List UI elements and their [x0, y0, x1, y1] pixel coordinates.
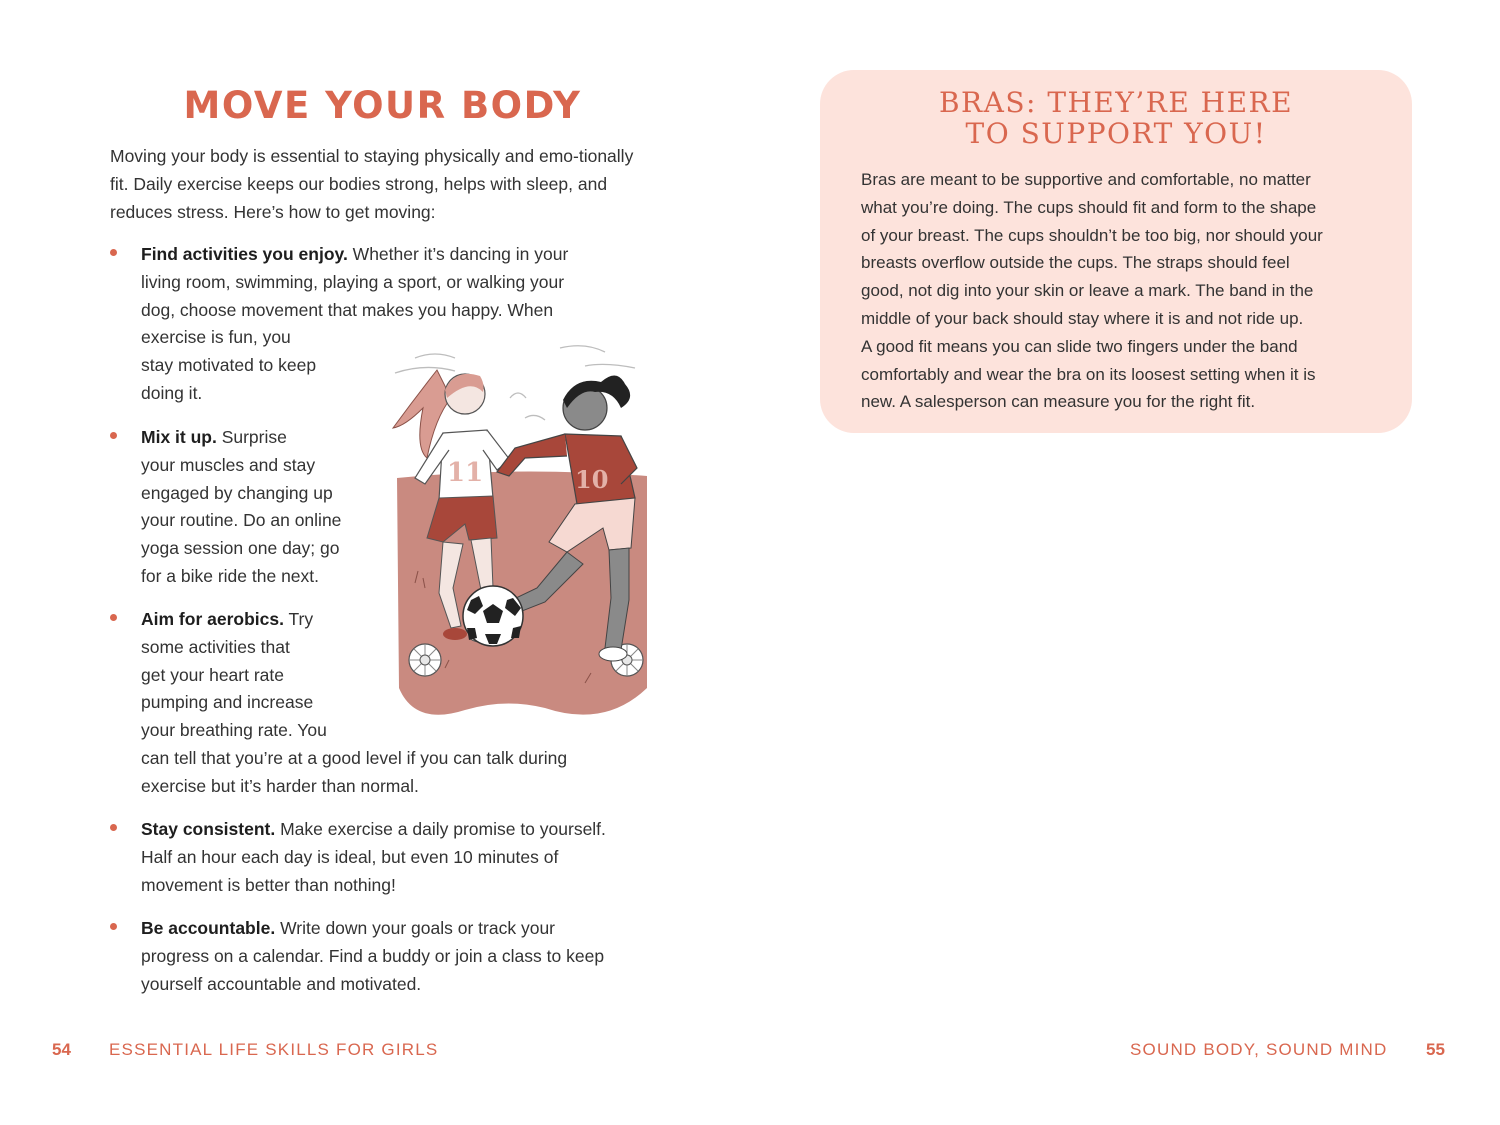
right-page — [750, 0, 1500, 1125]
intro-paragraph: Moving your body is essential to staying physically and emo-tionally fit. Daily exercise keeps our bodies strong, helps with sleep, and reduces stress. Here’s how to get moving: — [110, 146, 634, 222]
running-footer-left: ESSENTIAL LIFE SKILLS FOR GIRLS — [109, 1040, 439, 1059]
page-number-right: 55 — [1426, 1040, 1445, 1059]
soccer-illustration — [385, 338, 655, 723]
bullet-heading: Mix it up. — [141, 427, 217, 447]
bullet-heading: Aim for aerobics. — [141, 609, 284, 629]
bullet-dot — [110, 824, 117, 831]
daisy-left — [409, 644, 441, 676]
bullet-dot — [110, 249, 117, 256]
jersey-number-10: 10 — [575, 465, 609, 494]
left-page: MOVE YOUR BODY Moving your body is essential to staying physically and emo-tionally fit. Daily exercise keeps our bodies strong, helps with sleep, and reduces stress. Here’s how to get moving: Find activities you enjoy. Whether it’s dancing in your living room, swimming, playing a sport, or walking your dog, choose movement that makes you happy. When exercise is fun, you stay motivated to keep doing it. Mix it up. Surprise your muscles and stay engaged by changing up your routine. Do an online yoga session one day; go for a bike ride the next. Aim for aerobics. Try some activities that get your heart rate pumping and increase your breathing rate. You can tell that you’re at a good level if you can talk during exercise but it’s harder than normal. Stay consistent. Make exercise a daily promise to yourself. Half an hour each day is ideal, but even 10 minutes of movement is better than nothing! Be accountable. Write down your goals or track your progress on a calendar. Find a buddy or join a class to keep yourself accountable and motivated. 11 10 54 ESSENTIAL LIFE SKILLS FOR GIRLS — [0, 0, 750, 1125]
bullet-heading: Find activities you enjoy. — [141, 244, 348, 264]
soccer-ball — [463, 586, 523, 646]
bullet-dot — [110, 432, 117, 439]
bullet-heading: Be accountable. — [141, 918, 276, 938]
bullet-heading: Stay consistent. — [141, 819, 276, 839]
bullet-dot — [110, 614, 117, 621]
sidebar-title-line-1: BRAS: THEY’RE HERE — [938, 86, 1294, 119]
bullet-dot — [110, 923, 117, 930]
sidebar-text: Bras are meant to be supportive and comfortable, no matter what you’re doing. The cups should fit and form to the shape of your breast. The cups shouldn’t be too big, nor should your breasts overflow outside the cups. The straps should feel good, not dig into your skin or leave a mark. The band in the middle of your back should stay where it is and not ride up. A good fit means you can slide two fingers under the band comfortably and wear the bra on its loosest setting when it is new. A salesperson can measure you for the right fit. — [861, 170, 1323, 412]
running-footer-right: SOUND BODY, SOUND MIND — [1130, 1040, 1388, 1059]
page-number-left: 54 — [52, 1040, 71, 1059]
page-title: MOVE YOUR BODY — [183, 84, 582, 127]
sidebar-title-line-2: TO SUPPORT YOU! — [965, 117, 1267, 150]
jersey-number-11: 11 — [447, 458, 484, 488]
